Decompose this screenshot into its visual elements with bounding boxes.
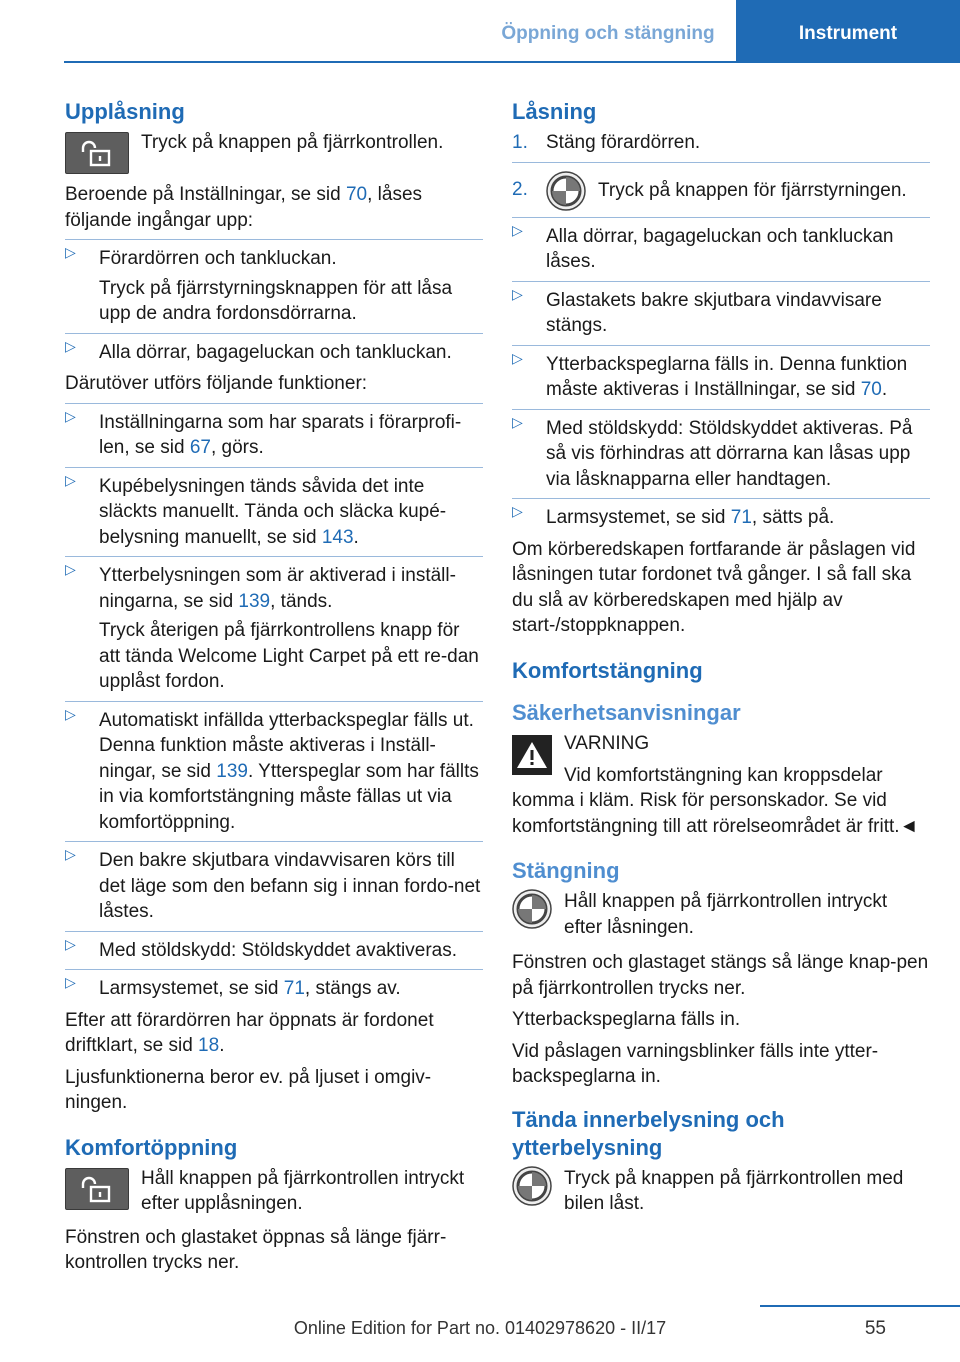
text: Den bakre skjutbara vindavvisaren körs till det läge som den befann sig i innan fordo-net låstes. [99, 850, 481, 922]
sub-text: Tryck på fjärrstyrningsknappen för att låsa upp de andra fordonsdörrarna. [99, 277, 453, 324]
tanda-text: Tryck på knappen på fjärrkontrollen med bilen låst. [564, 1167, 904, 1214]
list-item [65, 969, 483, 1002]
warning-title: VARNING [564, 732, 650, 754]
text: Förardörren och tankluckan. [99, 248, 337, 269]
komfortoppning-instruction [65, 1166, 483, 1217]
bmw-key-icon [512, 1166, 552, 1206]
page-link-71[interactable]: 71 [283, 978, 305, 999]
paragraph: Ljusfunktionerna beror ev. på ljuset i omgiv-ningen. [65, 1066, 432, 1113]
paragraph [65, 1008, 483, 1059]
text: , sätts på. [751, 507, 835, 528]
sub-text: Tryck återigen på fjärrkontrollens knapp för att tända Welcome Light Carpet på ett re-dan upplåst fordon. [99, 620, 479, 692]
paragraph: Fönstren och glastaget stängs så länge knap-pen på fjärrkontrollen trycks ner. [512, 952, 929, 999]
page-link-70[interactable]: 70 [860, 379, 882, 400]
page-number: 55 [864, 1318, 886, 1339]
step-item [512, 162, 930, 211]
paragraph: Vid påslagen varningsblinker fälls inte ytter-backspeglarna in. [512, 1040, 879, 1087]
triangle-right-icon: ▷ [512, 413, 523, 430]
triangle-right-icon: ▷ [512, 349, 523, 366]
triangle-right-icon: ▷ [65, 471, 76, 488]
heading-komfortstangning: Komfortstängning [512, 657, 703, 683]
page-link-71[interactable]: 71 [730, 507, 752, 528]
step-number: 2. [512, 178, 528, 200]
triangle-right-icon: ▷ [65, 407, 76, 424]
text: Med stöldskydd: Stöldskyddet aktiveras. På så vis förhindras att dörrarna kan låsas upp via låsknapparna eller handtagen. [546, 417, 913, 490]
list-item [512, 345, 930, 403]
triangle-right-icon: ▷ [65, 974, 76, 990]
unlock-list [65, 239, 483, 365]
list-item [65, 333, 483, 366]
text: Kupébelysningen tänds såvida det inte släckts manuellt. Tända och släcka kupé-belysning manuellt, se sid [99, 475, 447, 548]
text: . [219, 1035, 225, 1056]
triangle-right-icon: ▷ [65, 244, 76, 260]
upplasning-text: Tryck på knappen på fjärrkontrollen. [141, 132, 444, 153]
heading-sakerhetsanvisningar: Säkerhetsanvisningar [512, 699, 741, 725]
triangle-right-icon: ▷ [65, 337, 76, 354]
text: Larmsystemet, se sid [546, 507, 731, 528]
text: . [881, 379, 888, 400]
heading-komfortoppning: Komfortöppning [65, 1134, 238, 1160]
triangle-right-icon: ▷ [65, 935, 76, 952]
page-link-143[interactable]: 143 [321, 526, 354, 548]
page-link-18[interactable]: 18 [198, 1035, 220, 1056]
text: Stäng förardörren. [546, 132, 701, 153]
page-link-67[interactable]: 67 [189, 437, 211, 458]
list-item [65, 467, 483, 551]
list-item [65, 841, 483, 925]
list-item [512, 217, 930, 275]
header-chapter-tab[interactable]: Instrument [736, 0, 960, 62]
lock-effects-list [512, 217, 930, 531]
text: Tryck på knappen för fjärrstyrningen. [598, 179, 907, 201]
paragraph: Fönstren och glastaket öppnas så länge fjärr-kontrollen trycks ner. [65, 1226, 447, 1273]
text: Alla dörrar, bagageluckan och tankluckan. [99, 341, 452, 363]
page-link-139[interactable]: 139 [238, 590, 271, 612]
text: , låses följande ingångar upp: [65, 184, 423, 231]
list-item [65, 556, 483, 695]
komfortoppning-text: Håll knappen på fjärrkontrollen intryckt efter upplåsningen. [141, 1167, 465, 1214]
page-link-139[interactable]: 139 [216, 760, 248, 782]
heading-upplasning: Upplåsning [65, 99, 185, 124]
step-item [512, 130, 930, 156]
text: Ytterbackspeglarna fälls in. Denna funktion måste aktiveras i Inställningar, se sid [546, 353, 908, 400]
footer-rule [760, 1305, 960, 1307]
text: Ytterbelysningen som är aktiverad i inställ-ningarna, se sid [99, 565, 456, 612]
triangle-right-icon: ▷ [65, 846, 76, 862]
right-column [512, 98, 930, 1223]
triangle-right-icon: ▷ [512, 285, 523, 302]
tanda-instruction [512, 1166, 930, 1217]
list-item [512, 281, 930, 339]
unlock-button-icon [65, 1168, 129, 1210]
stangning-text: Håll knappen på fjärrkontrollen intryckt efter låsningen. [564, 891, 888, 938]
text: Glastakets bakre skjutbara vindavvisare stängs. [546, 289, 882, 336]
paragraph: Därutöver utförs följande funktioner: [65, 373, 368, 394]
step-number: 1. [512, 132, 528, 153]
text: Automatiskt infällda ytterbackspeglar fälls ut. Denna funktion måste aktiveras i Inställ-ningar, se sid [99, 709, 474, 782]
left-column [65, 98, 483, 1282]
paragraph [65, 182, 483, 233]
list-item [65, 701, 483, 836]
text: Inställningarna som har sparats i förarprofi-len, se sid [99, 411, 462, 458]
page-link-70[interactable]: 70 [345, 184, 368, 205]
upplasning-instruction [65, 130, 483, 174]
text: Efter att förardörren har öppnats är fordonet driftklart, se sid [65, 1009, 434, 1056]
list-item [512, 409, 930, 493]
triangle-right-icon: ▷ [65, 705, 76, 722]
list-item [512, 498, 930, 531]
text: Larmsystemet, se sid [99, 978, 284, 999]
list-item [65, 403, 483, 461]
stangning-instruction [512, 889, 930, 940]
bmw-key-icon [546, 171, 586, 211]
text: , tänds. [270, 590, 333, 612]
function-list [65, 403, 483, 1002]
text: , stängs av. [304, 978, 401, 999]
text: . Ytterspeglar som har fällts in via komfortstängning måste fällas ut via komfortöppning. [99, 760, 479, 833]
text: . [353, 526, 359, 548]
paragraph: Om körberedskapen fortfarande är påslagen vid låsningen tutar fordonet två gånger. I så fall ska du slå av körberedskapen med hjälp av start-/stoppknappen. [512, 538, 916, 636]
header-section-title: Öppning och stängning [501, 23, 715, 44]
text: Med stöldskydd: Stöldskyddet avaktiveras. [99, 939, 458, 961]
list-item [65, 239, 483, 327]
heading-tanda-belysning: Tända innerbelysning och ytterbelysning [512, 1106, 785, 1160]
warning-icon [512, 735, 552, 775]
heading-stangning: Stängning [512, 858, 620, 883]
text: Beroende på Inställningar, se sid [65, 184, 346, 205]
triangle-right-icon: ▷ [512, 503, 523, 519]
footer-edition: Online Edition for Part no. 01402978620 - II/17 [293, 1318, 667, 1338]
text: , görs. [210, 437, 264, 458]
unlock-button-icon [65, 132, 129, 174]
triangle-right-icon: ▷ [512, 221, 523, 238]
triangle-right-icon: ▷ [65, 561, 76, 577]
heading-lasning: Låsning [512, 99, 597, 124]
warning-text: Vid komfortstängning kan kroppsdelar komma i kläm. Risk för personskador. Se vid komfortstängning till att rörelseområdet är fritt.◄ [512, 764, 919, 837]
text: Alla dörrar, bagageluckan och tankluckan låses. [546, 225, 894, 272]
locking-steps [512, 130, 930, 211]
paragraph: Ytterbackspeglarna fälls in. [512, 1009, 741, 1030]
list-item [65, 931, 483, 964]
bmw-key-icon [512, 889, 552, 929]
